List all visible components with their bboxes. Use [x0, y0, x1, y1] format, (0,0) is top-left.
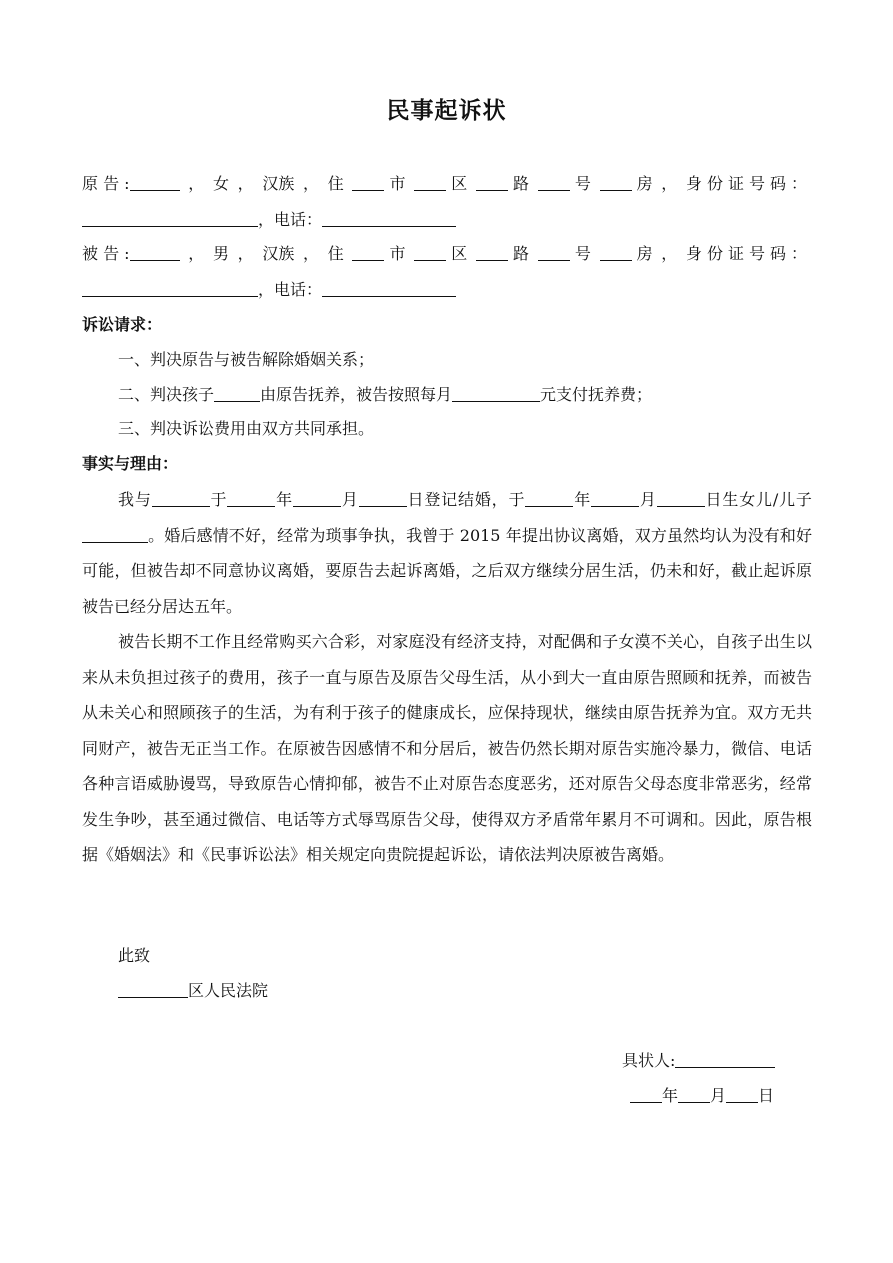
defendant-label: 被 告 :: [82, 244, 130, 263]
court-suffix: 区人民法院: [188, 981, 269, 1000]
plaintiff-name-blank: [130, 174, 180, 191]
sign-month-label: 月: [710, 1086, 727, 1105]
birth-month-blank: [591, 490, 639, 507]
plaintiff-label: 原 告 :: [82, 174, 130, 193]
plaintiff-id-blank: [82, 210, 258, 227]
defendant-ethnicity: 汉族: [262, 244, 295, 263]
facts-p1-h: 日生女儿/儿子: [704, 490, 812, 509]
signer-blank: [675, 1051, 775, 1068]
facts-paragraph-1: [82, 482, 812, 624]
road-blank: [476, 174, 508, 191]
plaintiff-id-line: ，电话：: [82, 208, 812, 232]
court-line: [118, 979, 848, 1003]
plaintiff-phone-blank: [322, 210, 456, 227]
room-label: 房: [636, 174, 653, 193]
claim-item-2: [118, 383, 848, 407]
room-blank: [600, 174, 632, 191]
facts-p1-c: 年: [275, 490, 294, 509]
number-label: 号: [574, 174, 591, 193]
number-blank: [538, 174, 570, 191]
number-label: 号: [574, 244, 591, 263]
district-blank: [414, 174, 446, 191]
defendant-id-blank: [82, 280, 258, 297]
birth-day-blank: [657, 490, 705, 507]
signer-line: [622, 1049, 822, 1073]
sign-month-blank: [678, 1086, 710, 1103]
defendant-id-label: 身份证号码：: [685, 244, 812, 263]
plaintiff-id-label: 身份证号码：: [685, 174, 812, 193]
room-blank: [600, 244, 632, 261]
city-blank: [352, 174, 384, 191]
facts-heading: 事实与理由：: [82, 454, 179, 473]
city-label: 市: [389, 244, 406, 263]
road-blank: [476, 244, 508, 261]
support-amount-blank: [452, 385, 540, 402]
plaintiff-phone-label: 电话：: [274, 210, 323, 229]
salutation: 此致: [118, 946, 151, 965]
sign-day-label: 日: [758, 1086, 775, 1105]
defendant-name-blank: [130, 244, 180, 261]
city-label: 市: [389, 174, 406, 193]
date-line: [630, 1084, 830, 1108]
page-title: 民事起诉状: [386, 97, 507, 124]
road-label: 路: [513, 174, 530, 193]
facts-p1-rest: 。婚后感情不好，经常为琐事争执，我曾于 2015 年提出协议离婚，双方虽然均认为没有和好可能，但被告却不同意协议离婚，要原告去起诉离婚，之后双方继续分居生活，仍未和好，截止起诉原被告已经分居达五年。: [82, 525, 812, 616]
spouse-name-blank: [152, 490, 210, 507]
plaintiff-line: 原 告 : ， 女 ， 汉族 ， 住 市 区 路 号 房 ， 身份证号码：: [82, 172, 812, 196]
defendant-gender: 男: [212, 244, 229, 263]
marriage-month-blank: [293, 490, 341, 507]
claim-item-2-a: 二、判决孩子: [118, 385, 215, 404]
facts-p1-f: 年: [573, 490, 592, 509]
facts-p1-g: 月: [639, 490, 657, 509]
city-blank: [352, 244, 384, 261]
district-blank: [414, 244, 446, 261]
sign-year-label: 年: [662, 1086, 679, 1105]
defendant-addr-prefix: 住: [327, 244, 344, 263]
marriage-day-blank: [359, 490, 407, 507]
facts-paragraph-2: 被告长期不工作且经常购买六合彩，对家庭没有经济支持，对配偶和子女漠不关心，自孩子出生以来从未负担过孩子的费用，孩子一直与原告及原告父母生活，从小到大一直由原告照顾和抚养，而被告从未关心和照顾孩子的生活，为有利于孩子的健康成长，应保持现状，继续由原告抚养为宜。双方无共同财产，被告无正当工作。在原被告因感情不和分居后，被告仍然长期对原告实施冷暴力，微信、电话各种言语威胁谩骂，导致原告心情抑郁，被告不止对原告态度恶劣，还对原告父母态度非常恶劣，经常发生争吵，甚至通过微信、电话等方式辱骂原告父母，使得双方矛盾常年累月不可调和。因此，原告根据《婚姻法》和《民事诉讼法》相关规定向贵院提起诉讼，请依法判决原被告离婚。: [82, 632, 812, 864]
child-name-blank: [214, 385, 260, 402]
district-label: 区: [451, 174, 468, 193]
marriage-year-blank: [227, 490, 275, 507]
district-label: 区: [451, 244, 468, 263]
road-label: 路: [513, 244, 530, 263]
room-label: 房: [636, 244, 653, 263]
facts-p1-d: 月: [341, 490, 359, 509]
defendant-id-line: ，电话：: [82, 278, 812, 302]
defendant-line: 被 告 : ， 男 ， 汉族 ， 住 市 区 路 号 房 ， 身份证号码：: [82, 242, 812, 266]
child-blank: [82, 526, 148, 543]
facts-p1-e: 日登记结婚，于: [406, 490, 526, 509]
birth-year-blank: [525, 490, 573, 507]
facts-p1-a: 我与: [118, 490, 152, 509]
defendant-phone-label: 电话：: [274, 280, 323, 299]
court-blank: [118, 981, 188, 998]
claim-item-2-b: 由原告抚养，被告按照每月: [260, 385, 453, 404]
sign-year-blank: [630, 1086, 662, 1103]
claim-item-3: 三、判决诉讼费用由双方共同承担。: [118, 419, 375, 438]
number-blank: [538, 244, 570, 261]
defendant-phone-blank: [322, 280, 456, 297]
claim-item-2-c: 元支付抚养费；: [540, 385, 653, 404]
claim-item-1: 一、判决原告与被告解除婚姻关系；: [118, 350, 375, 369]
plaintiff-addr-prefix: 住: [327, 174, 344, 193]
claims-heading: 诉讼请求：: [82, 315, 163, 334]
signer-label: 具状人:: [622, 1051, 676, 1070]
plaintiff-gender: 女: [212, 174, 229, 193]
facts-p1-b: 于: [209, 490, 228, 509]
plaintiff-ethnicity: 汉族: [262, 174, 295, 193]
sign-day-blank: [726, 1086, 758, 1103]
